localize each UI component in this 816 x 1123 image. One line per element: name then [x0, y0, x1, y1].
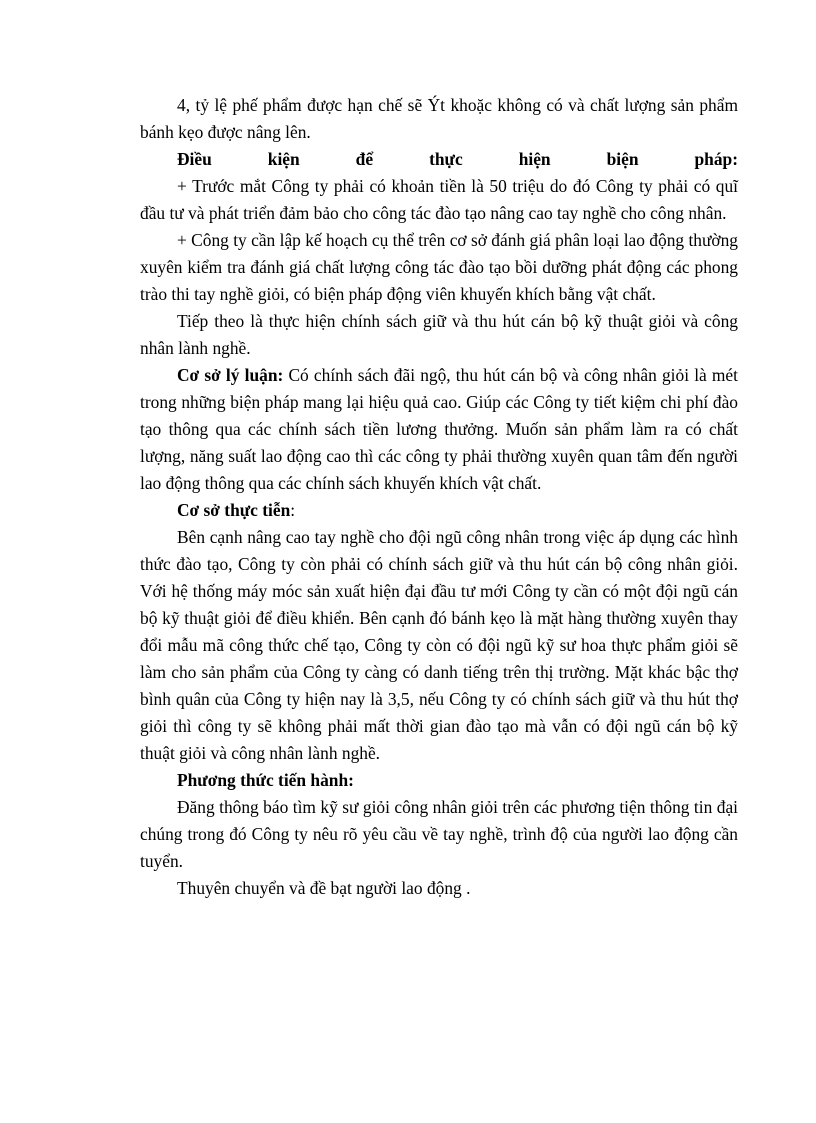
paragraph: Thuyên chuyển và đề bạt người lao động . — [177, 878, 471, 898]
paragraph: + Công ty cần lập kế hoạch cụ thể trên cơ sở đánh giá phân loại lao động thường xuyên kiểm tra đánh giá chất lượng công tác đào tạo bồi dưỡng phát động các phong trào thi tay nghề giỏi, có biện pháp động viên khuyến khích bằng vật chất. — [140, 230, 738, 304]
section-heading-method: Phương thức tiến hành: — [177, 770, 354, 790]
paragraph: Bên cạnh nâng cao tay nghề cho đội ngũ công nhân trong việc áp dụng các hình thức đào tạo, Công ty còn phải có chính sách giữ và thu hút cán bộ công nhân giỏi. Với hệ thống máy móc sản xuất hiện đại đầu tư mới Công ty cần có một đội ngũ cán bộ kỹ thuật giỏi để điều khiển. Bên cạnh đó bánh kẹo là mặt hàng thường xuyên thay đổi mẫu mã công thức chế tạo, Công ty còn có đội ngũ kỹ sư hoa thực phẩm giỏi sẽ làm cho sản phẩm của Công ty càng có danh tiếng trên thị trường. Mặt khác bậc thợ bình quân của Công ty hiện nay là 3,5, nếu Công ty có chính sách giữ và thu hút thợ giỏi thì công ty sẽ không phải mất thời gian đào tạo mà vẫn có đội ngũ cán bộ kỹ thuật giỏi và công nhân lành nghề. — [140, 527, 738, 763]
heading-colon: : — [290, 500, 296, 520]
paragraph-theory — [140, 362, 738, 497]
paragraph: + Trước mắt Công ty phải có khoản tiền là 50 triệu do đó Công ty phải có quĩ đầu tư và phát triển đảm bảo cho công tác đào tạo nâng cao tay nghề cho công nhân. — [140, 176, 738, 223]
paragraph: Đăng thông báo tìm kỹ sư giỏi công nhân giỏi trên các phương tiện thông tin đại chúng trong đó Công ty nêu rõ yêu cầu về tay nghề, trình độ của người lao động cần tuyển. — [140, 797, 738, 871]
section-heading-conditions: Điều kiện để thực hiện biện pháp: — [177, 149, 738, 169]
section-heading-theory: Cơ sở lý luận: — [177, 365, 284, 385]
paragraph: Tiếp theo là thực hiện chính sách giữ và thu hút cán bộ kỹ thuật giỏi và công nhân lành nghề. — [140, 311, 738, 358]
document-page — [140, 92, 738, 902]
section-heading-method-line — [140, 767, 738, 794]
paragraph-text: Có chính sách đãi ngộ, thu hút cán bộ và công nhân giỏi là mét trong những biện pháp mang lại hiệu quả cao. Giúp các Công ty tiết kiệm chi phí đào tạo thông qua các chính sách tiền lương thưởng. Muốn sản phẩm làm ra có chất lượng, năng suất lao động cao thì các công ty phải thường xuyên quan tâm đến người lao động thông qua các chính sách khuyến khích vật chất. — [140, 365, 738, 493]
section-heading-practice-line — [140, 497, 738, 524]
paragraph: 4, tỷ lệ phế phẩm được hạn chế sẽ Ýt khoặc không có và chất lượng sản phẩm bánh kẹo được nâng lên. — [140, 95, 738, 142]
section-heading-practice: Cơ sở thực tiễn — [177, 500, 291, 520]
